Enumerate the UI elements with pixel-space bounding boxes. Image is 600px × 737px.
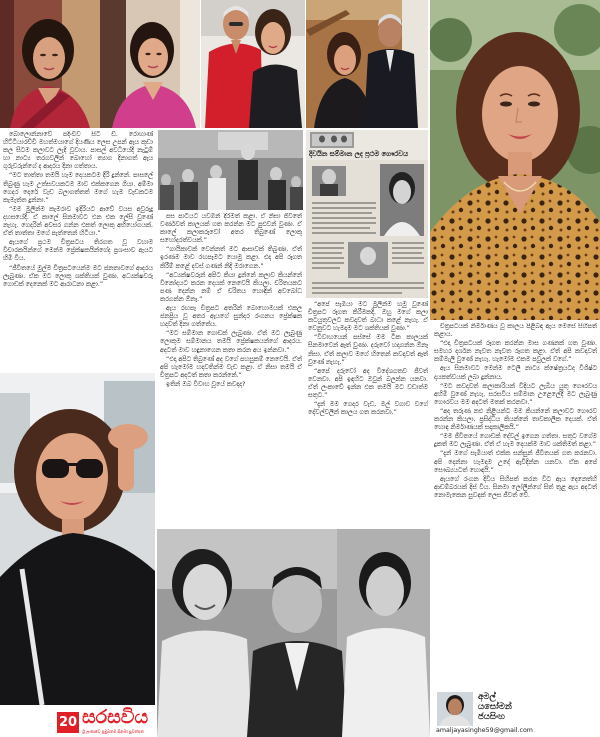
- article-paragraph: “මට සම්මාන ගොඩක් ලැබුණා. ඒත් මට ලැබුණු ලොකුම සම්මානය තමයි ප්‍රේක්ෂකයන්ගේ ආදරය. අදටත් මාව හඳුනාගෙන කතා කරන අය ඉන්නවා.”: [160, 330, 302, 354]
- article-paragraph: ඇය සිනමාවට මෙන්ම ටෙලි නාට්‍ය ක්ෂේත්‍රයටද විශිෂ්ට දායකත්වයක් ලබා දුන්නාය.: [434, 365, 597, 381]
- article-paragraph: “දැන් මම ගෙදර වැඩ, මල් වගාව වගේ දේවල්වලින් කාලය ගත කරනවා.”: [308, 401, 428, 417]
- photo-portrait-leopard-top: [430, 0, 600, 320]
- article-paragraph: “මට කවදාවත් කලාකාරියක් විදියට ලැබිය යුතු ගෞරවය අහිමි වුණේ නැහැ. සරසවිය සම්මාන උළෙලේදී මට ලැබුණු ගෞරවය මම අදටත් මතක් කරනවා.”: [434, 382, 597, 406]
- article-paragraph: “මම ජීවිතයේ ගොඩක් දේවල් ඉගෙන ගත්තා. සතුට වගේම දුකත් මට ලැබුණා. ඒත් ඒ හැම දෙයක්ම මාව ශක්තිමත් කළා.”: [434, 433, 597, 449]
- clipping-body: [306, 160, 428, 298]
- article-column-4: [434, 323, 597, 687]
- photo-bw-trio-vintage: [157, 529, 430, 737]
- photo-illustration: [157, 529, 430, 737]
- article-paragraph: “අධ්‍යක්ෂවරුන් අපිට කියා දුන්නේ කලාව කියන්නේ විනෝදයට කරන දෙයක් නෙවෙයි කියලා. චරිතයකට පණ දෙන්න නම් ඒ චරිතය හොඳින් අවබෝධ කරගන්න ඕනෑ.”: [160, 271, 302, 303]
- photo-illustration: [100, 0, 200, 128]
- article-paragraph: “අද තරුණ නළු නිළියන්ට මම කියන්නේ කලාවට ගෞරව කරන්න කියලා. ප්‍රසිද්ධිය කියන්නේ තාවකාලික දෙයක්. ඒත් හොඳ නිර්මාණයක් සදාකාලිකයි.”: [434, 407, 597, 432]
- article-paragraph: “ජීවිතයේ මුල්ම චිත්‍රපටයෙන්ම මට ජනතාවගේ ආදරය ලැබුණා. ඒක මට ලොකු ශක්තියක් වුණා. අධ්‍යක්ෂවරු ගොඩක් දෙනෙක් මට ආරාධනා කළා.”: [3, 264, 153, 288]
- clipping-thumbnail-photo: [310, 132, 354, 148]
- author-name: [478, 692, 512, 722]
- article-column-1: [3, 131, 153, 371]
- photo-illustration: [437, 692, 473, 726]
- article-column-2: [160, 213, 302, 526]
- article-paragraph: ඇය රඟපෑ චිත්‍රපට අතරින් බොහොමයක් එකල ජනප්‍රිය වූ අතර ඇයගේ සුන්දර රංගනය ප්‍රේක්ෂක හදවත් දිනා ගත්තේය.: [160, 305, 302, 329]
- article-column-3: [308, 301, 428, 527]
- photo-bw-award-ceremony: [158, 130, 303, 210]
- article-paragraph: “එදා අපිට තිබුණේ අද වගේ පහසුකම් නෙවෙයි. ඒත් අපි හැමෝම හදවතින්ම වැඩ කළා. ඒ නිසා තමයි ඒ චිත්‍රපට අදටත් කතා කරන්නේ.”: [160, 355, 302, 379]
- author-first-name: අමල්: [478, 692, 496, 702]
- article-paragraph: “දැන් මගේ සැමියාත් එක්ක සන්සුන් ජීවිතයක් ගත කරනවා. අපි දෙන්නා හැමදාම උදේ ඇවිදින්න යනවා. ඒක අපේ සෞඛ්‍යයටත් හොඳයි.”: [434, 450, 597, 474]
- article-paragraph: “විවාහයෙන් පස්සේ මම ටික කාලයක් සිනමාවෙන් ඈත් වුණා. දරුවෝ හදාගන්න ඕනෑ නිසා. ඒත් කලාව මගේ හිතෙන් කවදාවත් ඈත් වුණේ නැහැ.”: [308, 334, 428, 366]
- photo-illustration: [430, 0, 600, 320]
- article-paragraph: බොලොන්නාවේ පදිංචිව සිටි ඩී. රොහාණ් හිට්ටියාරච්චි මහත්මයාගේ දියණිය ලෙස උපන් ඇය කුඩා කල සිටම කලාවට ලැදි වූවාය. පාසල් අවධියේදී නැටුම් හා නාට්‍ය තරගවලින් බොහෝ ත්‍යාග දිනාගත් ඇය ගුරුවරුන්ගේ ද ආදරය දිනා ගත්තාය.: [3, 131, 153, 171]
- article-paragraph: “ගායිකාවක් වෙන්නත් මට ආසාවක් තිබුණා. ඒත් ඉරණම මාව රඟපෑමට යොමු කළා. එදා අපි රූගත කිරීම් කළේ දවස් ගණන් නිදි මරාගෙන.”: [160, 246, 302, 270]
- author-email: amaljayasinghe59@gmail.com: [436, 727, 533, 734]
- photo-actress-sunglasses: [0, 373, 155, 705]
- photo-actress-red-saree: [0, 0, 100, 128]
- publication-tagline: ශ්‍රී ලංකාවේ ප්‍රමුඛතම සිනමා පුවත්පත: [82, 729, 144, 734]
- author-last-name: ජයසිංහ: [478, 712, 505, 722]
- article-paragraph: “මට තාත්තා තමයි හැම දෙයකටම දිරි දුන්නේ. පාසලේ තිබුණු හැම උත්සවයකටම මාව එක්කගෙන ගියා. අම්මා ගෙදර දොරේ වැඩ බලාගත්තත් මගේ හැම වැඩකටම කැමැත්ත දුන්නා.”: [3, 172, 153, 204]
- article-paragraph: “අපේ දරුවෝ අද විදේශගතව ජීවත් වෙනවා. අපි ඉඳහිට ඔවුන් බලන්න යනවා. ඒත් ලංකාවේ ඉන්න එක තමයි මට වඩාත්ම සතුට.”: [308, 367, 428, 400]
- article-paragraph: ඇයගේ ප්‍රථම චිත්‍රපටය තිරගත වූ වහාම විචාරකයින්ගේ මෙන්ම ප්‍රේක්ෂකයින්ගේද ප්‍රශංසාව ඇයට හිමි විය.: [3, 239, 153, 263]
- article-paragraph: පස පාටියට යවමින් දිරිමත් කළා. ඒ නිසා ජීවිතේ වර්ණවත් කාලයක් ගත කරන්න මට පුළුවන් වුණා. ඒ කාලේ කලාකරුවෝ අතර තිබුණේ ලොකු සහෝදරත්වයක්.”: [160, 213, 302, 245]
- article-paragraph: චිත්‍රපටයක් නිර්මාණය වූ කාලය පිළිබඳ ඇය මෙසේ සිහිපත් කළාය.: [434, 323, 597, 339]
- photo-illustration: [306, 0, 428, 128]
- page-number-badge: 20: [57, 712, 79, 733]
- photo-illustration: [310, 132, 354, 148]
- article-paragraph: “අපේ සැමියා මට මුලින්ම හමු වුණේ චිත්‍රපට රූගත කිරීමකදී. ඔහු මගේ කලා කටයුතුවලට කවදාවත් බාධා කළේ නැහැ. ඒ වෙනුවට හැමදාම මට ශක්තියක් වුණා.”: [308, 301, 428, 333]
- newspaper-clipping: [306, 130, 428, 298]
- article-paragraph: “මම මුලින්ම කැමරාව ඉදිරියට ආවේ වයස අවුරුදු දහසයේදී. ඒ කාලේ සිනමාවට එන එක ලේසි වුණේ නැහැ. ගෙදරින් අවසර ගන්න එකත් ලොකු අභියෝගයක්. ඒත් තාත්තා මගේ පැත්තෙන් හිටියා.”: [3, 205, 153, 238]
- article-paragraph: “එදා චිත්‍රපටයක් රූගත කරන්න මාස ගණනක් ගත වුණා. සමහර දර්ශන නැවත නැවත රූගත කළා. ඒත් අපි කවදාවත් කම්මැලි වුණේ නැහැ. හැමෝම එකම පවුලක් වගේ.”: [434, 340, 597, 364]
- photo-couple-staircase: [306, 0, 428, 128]
- photo-illustration: [0, 373, 155, 705]
- photo-actress-pink-dress: [100, 0, 200, 128]
- photo-couple-red-shirt: [201, 0, 305, 128]
- author-middle-name: යසෝමන්: [478, 702, 512, 712]
- clipping-headline: දිවයින සම්මාන ලද ප්‍රථම ගෞරවය: [309, 150, 408, 158]
- article-paragraph: ඉතින් ඔබ විවාහ වූයේ කවදාද?: [166, 380, 246, 388]
- author-avatar: [437, 692, 473, 726]
- publication-logo: සරසවිය: [82, 706, 149, 728]
- photo-illustration: [201, 0, 305, 128]
- clipping-print-illustration: [306, 160, 428, 298]
- article-paragraph: ඇයගේ රංගන දිවිය සිහිපත් කරන විට ඇය දෙනෙත්හි ආඩම්බරයක් දිස් විය. සිනමා ලෝලීන්ගේ සිත් තුළ ඇය අදටත් නොමැකෙන සුවඳක් ලෙස ජීවත් වේ.: [434, 475, 597, 499]
- photo-illustration: [158, 130, 303, 210]
- photo-illustration: [0, 0, 100, 128]
